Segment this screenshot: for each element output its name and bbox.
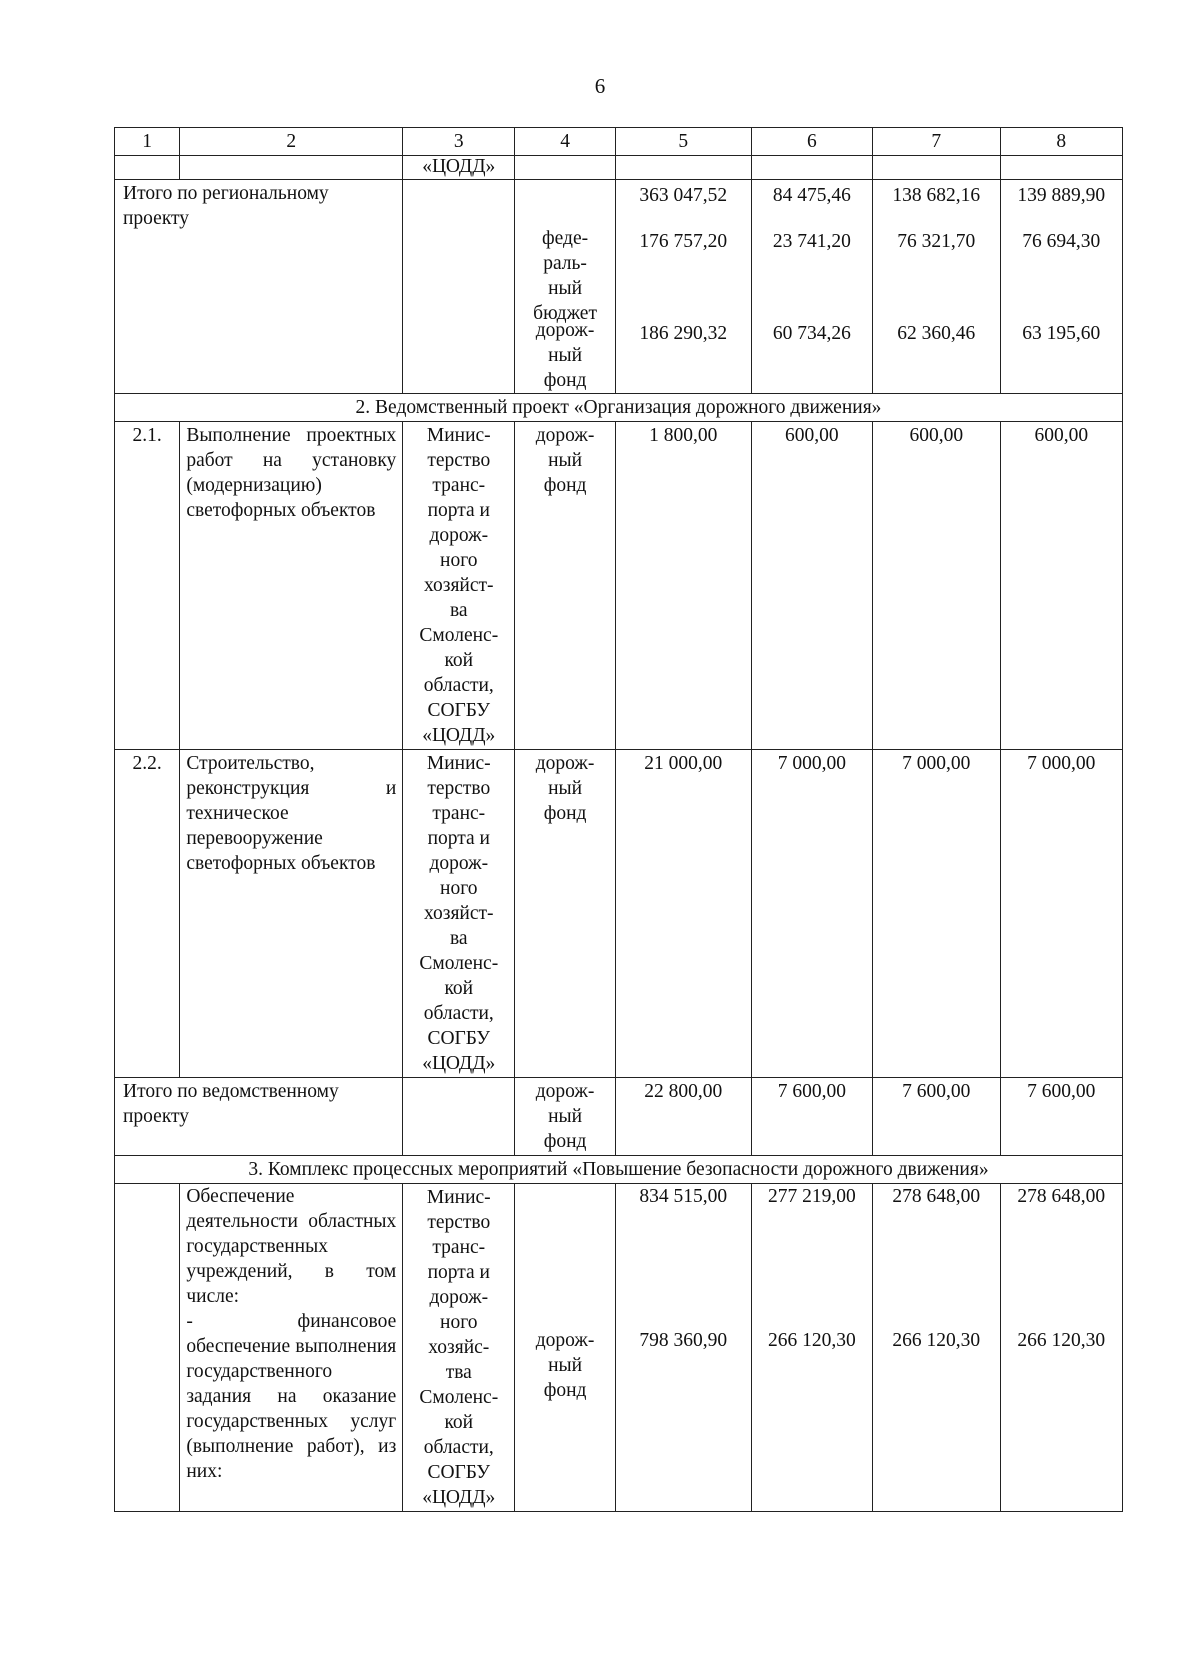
funding-source-cell: дорож- ный фонд [515, 422, 616, 750]
col-header: 7 [873, 128, 1001, 156]
funding-source-cell: дорож- ный фонд [535, 1330, 595, 1401]
value-total: 139 889,90 [1017, 185, 1106, 206]
col-header: 1 [115, 128, 180, 156]
value-total: 277 219,00 [767, 1186, 856, 1207]
funding-source-cell: дорож- ный фонд [515, 750, 616, 1078]
funding-source-cell [515, 180, 616, 394]
value-total: 363 047,52 [639, 185, 728, 206]
activity-name: Обеспечение деятельности областных государственных учреждений, в том числе: [186, 1186, 397, 1307]
value-road-fund: 60 734,26 [772, 323, 851, 344]
section-header-row [115, 394, 1123, 422]
value-cell: 22 800,00 [615, 1078, 751, 1156]
col-header: 6 [751, 128, 872, 156]
activity-name: Строительство, реконструкция и техническое перевооружение светофорных объектов [180, 750, 403, 1078]
value-federal: 176 757,20 [639, 231, 728, 252]
departmental-total-label: Итого по ведомственному проекту [115, 1078, 403, 1156]
page-number: 6 [594, 74, 606, 98]
value-road-fund: 186 290,32 [639, 323, 728, 344]
value-cell: 600,00 [1000, 422, 1122, 750]
value-sub: 266 120,30 [1017, 1330, 1106, 1351]
value-total: 278 648,00 [1017, 1186, 1106, 1207]
activity-subitem: - финансовое обеспечение выполнения государственного задания на оказание государственных услуг (выполнение работ), из них: [186, 1311, 397, 1482]
value-cell: 7 600,00 [751, 1078, 872, 1156]
value-cell: 7 600,00 [873, 1078, 1001, 1156]
continuation-row [115, 156, 1123, 180]
value-cell: 600,00 [873, 422, 1001, 750]
funding-source-cell: дорож- ный фонд [515, 1078, 616, 1156]
value-sub: 266 120,30 [892, 1330, 981, 1351]
executor-cell: Минис- терство транс- порта и дорож- ного хозяйст- ва Смоленс- кой области, СОГБУ «ЦОДД» [403, 422, 515, 750]
value-cell: 7 600,00 [1000, 1078, 1122, 1156]
col-header: 2 [180, 128, 403, 156]
col-header: 8 [1000, 128, 1122, 156]
value-federal: 23 741,20 [772, 231, 851, 252]
value-total: 84 475,46 [772, 185, 851, 206]
column-number-row [115, 128, 1123, 156]
value-cell: 7 000,00 [1000, 750, 1122, 1078]
col-header: 3 [403, 128, 515, 156]
table-row [115, 422, 1123, 750]
executor-cell: «ЦОДД» [403, 156, 515, 180]
value-cell: 600,00 [751, 422, 872, 750]
col-header: 4 [515, 128, 616, 156]
value-sub: 266 120,30 [767, 1330, 856, 1351]
executor-cell: Минис- терство транс- порта и дорож- ного хозяйс- тва Смоленс- кой области, СОГБУ «ЦОДД» [403, 1184, 515, 1512]
row-number: 2.1. [115, 422, 180, 750]
source-road-fund: дорож- ный фонд [535, 320, 595, 391]
value-cell: 1 800,00 [615, 422, 751, 750]
value-total: 834 515,00 [639, 1186, 728, 1207]
value-road-fund: 63 195,60 [1022, 323, 1101, 344]
executor-cell: Минис- терство транс- порта и дорож- ного хозяйст- ва Смоленс- кой области, СОГБУ «ЦОДД» [403, 750, 515, 1078]
regional-total-label: Итого по региональному проекту [115, 180, 403, 394]
value-cell: 7 000,00 [751, 750, 872, 1078]
value-federal: 76 694,30 [1022, 231, 1101, 252]
section-title: 2. Ведомственный проект «Организация дорожного движения» [115, 394, 1123, 422]
value-total: 278 648,00 [892, 1186, 981, 1207]
value-total: 138 682,16 [892, 185, 981, 206]
row-number: 2.2. [115, 750, 180, 1078]
budget-table [114, 127, 1123, 1512]
activity-name: Выполнение проектных работ на установку (модернизацию) светофорных объектов [180, 422, 403, 750]
value-federal: 76 321,70 [897, 231, 976, 252]
table-row [115, 1184, 1123, 1512]
table-row [115, 750, 1123, 1078]
section-title: 3. Комплекс процессных мероприятий «Повышение безопасности дорожного движения» [115, 1156, 1123, 1184]
value-cell: 7 000,00 [873, 750, 1001, 1078]
value-road-fund: 62 360,46 [897, 323, 976, 344]
regional-total-row [115, 180, 1123, 394]
col-header: 5 [615, 128, 751, 156]
departmental-total-row [115, 1078, 1123, 1156]
value-sub: 798 360,90 [639, 1330, 728, 1351]
source-federal-budget: феде- раль- ный бюджет [533, 228, 597, 324]
section-header-row [115, 1156, 1123, 1184]
value-cell: 21 000,00 [615, 750, 751, 1078]
